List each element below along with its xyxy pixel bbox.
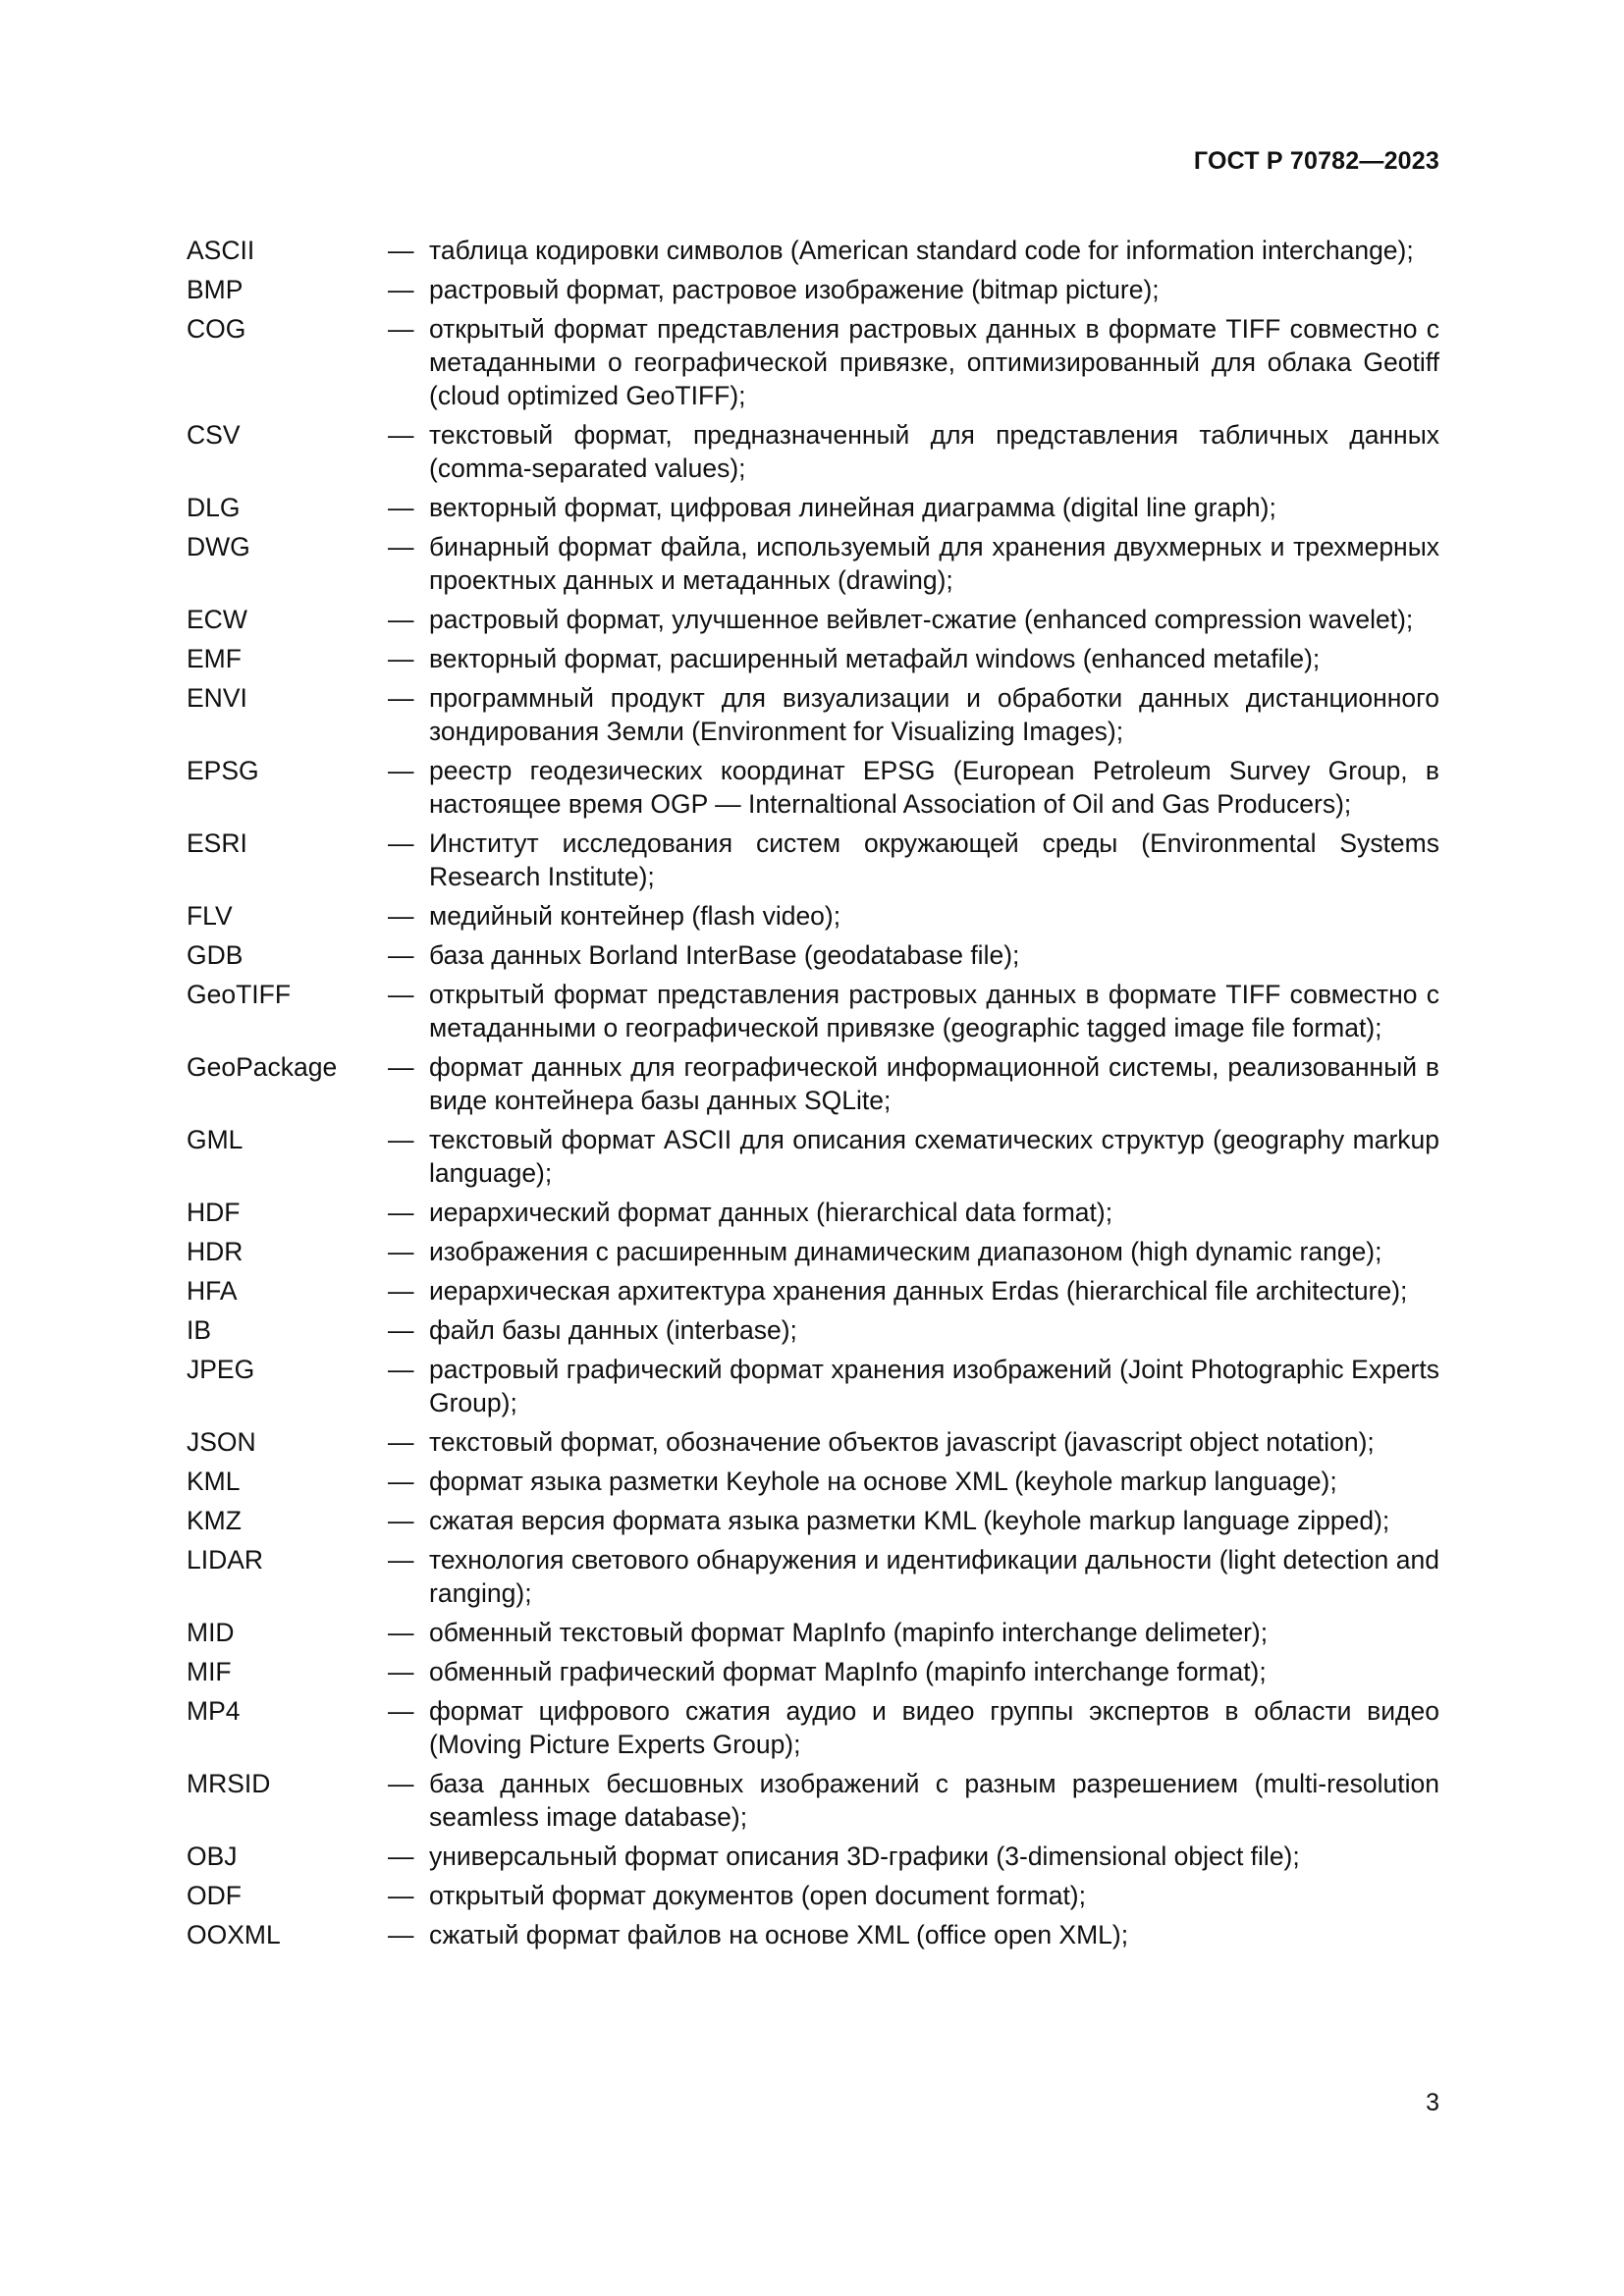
em-dash-separator: — — [388, 1506, 414, 1535]
em-dash-separator: — — [388, 980, 414, 1009]
abbreviation-term: CSV — [187, 420, 241, 450]
abbreviation-definition: медийный контейнер (flash video); — [429, 901, 841, 931]
abbreviation-term: KML — [187, 1467, 241, 1496]
em-dash-separator: — — [388, 493, 414, 522]
abbreviation-definition: сжатая версия формата языка разметки KML (keyhole markup language zipped); — [429, 1506, 1390, 1535]
abbreviation-term: HDF — [187, 1198, 241, 1227]
em-dash-separator: — — [388, 1355, 414, 1384]
abbreviation-entry — [187, 273, 1439, 306]
abbreviation-entry — [187, 978, 1439, 1044]
em-dash-separator: — — [388, 683, 414, 713]
em-dash-separator: — — [388, 236, 414, 265]
abbreviation-entry — [187, 1050, 1439, 1117]
em-dash-separator: — — [388, 275, 414, 304]
abbreviation-entry — [187, 938, 1439, 972]
abbreviation-term: FLV — [187, 901, 233, 931]
abbreviation-entry — [187, 1694, 1439, 1761]
abbreviation-definition: иерархический формат данных (hierarchical data format); — [429, 1198, 1113, 1227]
abbreviation-entry — [187, 1353, 1439, 1419]
em-dash-separator: — — [388, 1427, 414, 1457]
abbreviation-entry — [187, 899, 1439, 933]
abbreviation-definition: иерархическая архитектура хранения данных Erdas (hierarchical file architecture); — [429, 1276, 1408, 1306]
em-dash-separator: — — [388, 1769, 414, 1798]
abbreviation-entry — [187, 418, 1439, 485]
abbreviation-entry — [187, 1425, 1439, 1459]
abbreviation-entry — [187, 681, 1439, 748]
abbreviation-definition: обменный графический формат MapInfo (mapinfo interchange format); — [429, 1657, 1267, 1686]
abbreviation-term: BMP — [187, 275, 244, 304]
abbreviation-term: EPSG — [187, 756, 259, 785]
abbreviation-term: OBJ — [187, 1842, 238, 1871]
abbreviation-definition: Институт исследования систем окружающей среды (Environmental Systems Research Institute); — [429, 828, 1439, 891]
abbreviation-term: LIDAR — [187, 1545, 264, 1575]
em-dash-separator: — — [388, 1315, 414, 1345]
abbreviation-definition: изображения с расширенным динамическим диапазоном (high dynamic range); — [429, 1237, 1382, 1266]
em-dash-separator: — — [388, 1842, 414, 1871]
em-dash-separator: — — [388, 314, 414, 344]
abbreviation-entry — [187, 1767, 1439, 1834]
abbreviation-definition: текстовый формат, предназначенный для представления табличных данных (comma-separated values); — [429, 420, 1439, 483]
abbreviation-entry — [187, 1313, 1439, 1347]
abbreviation-term: JSON — [187, 1427, 256, 1457]
abbreviation-term: GeoPackage — [187, 1052, 338, 1082]
abbreviation-term: ASCII — [187, 236, 255, 265]
em-dash-separator: — — [388, 1881, 414, 1910]
abbreviation-definition: формат данных для географической информационной системы, реализованный в виде контейнера базы данных SQLite; — [429, 1052, 1439, 1115]
abbreviation-entry — [187, 827, 1439, 893]
em-dash-separator: — — [388, 605, 414, 634]
abbreviation-entry — [187, 530, 1439, 597]
em-dash-separator: — — [388, 940, 414, 970]
abbreviation-definition: формат языка разметки Keyhole на основе XML (keyhole markup language); — [429, 1467, 1337, 1496]
em-dash-separator: — — [388, 1657, 414, 1686]
abbreviation-entry — [187, 1879, 1439, 1912]
abbreviation-entry — [187, 1504, 1439, 1537]
abbreviation-term: DLG — [187, 493, 241, 522]
abbreviation-term: ENVI — [187, 683, 247, 713]
em-dash-separator: — — [388, 1198, 414, 1227]
abbreviation-definition: текстовый формат ASCII для описания схематических структур (geography markup language); — [429, 1125, 1439, 1188]
abbreviation-definition: текстовый формат, обозначение объектов javascript (javascript object notation); — [429, 1427, 1375, 1457]
abbreviation-definition: база данных Borland InterBase (geodatabase file); — [429, 940, 1020, 970]
abbreviation-term: ESRI — [187, 828, 247, 858]
em-dash-separator: — — [388, 532, 414, 561]
abbreviation-definition: обменный текстовый формат MapInfo (mapinfo interchange delimeter); — [429, 1618, 1269, 1647]
abbreviation-term: OOXML — [187, 1920, 281, 1949]
em-dash-separator: — — [388, 756, 414, 785]
abbreviation-term: GDB — [187, 940, 244, 970]
page-number: 3 — [1426, 2089, 1439, 2116]
abbreviation-entry — [187, 1123, 1439, 1190]
abbreviation-entry — [187, 603, 1439, 636]
abbreviation-term: EMF — [187, 644, 242, 673]
em-dash-separator: — — [388, 1237, 414, 1266]
abbreviation-term: MRSID — [187, 1769, 271, 1798]
abbreviations-list — [187, 234, 1439, 1957]
abbreviation-entry — [187, 1616, 1439, 1649]
abbreviation-entry — [187, 312, 1439, 412]
abbreviation-definition: файл базы данных (interbase); — [429, 1315, 797, 1345]
abbreviation-entry — [187, 1655, 1439, 1688]
abbreviation-definition: бинарный формат файла, используемый для хранения двухмерных и трехмерных проектных данных и метаданных (drawing); — [429, 532, 1439, 595]
abbreviation-term: DWG — [187, 532, 250, 561]
em-dash-separator: — — [388, 1618, 414, 1647]
abbreviation-term: GeoTIFF — [187, 980, 292, 1009]
abbreviation-term: MID — [187, 1618, 235, 1647]
abbreviation-term: MP4 — [187, 1696, 241, 1726]
abbreviation-definition: растровый формат, растровое изображение (bitmap picture); — [429, 275, 1160, 304]
em-dash-separator: — — [388, 901, 414, 931]
abbreviation-entry — [187, 491, 1439, 524]
document-header: ГОСТ Р 70782—2023 — [1193, 147, 1439, 175]
em-dash-separator: — — [388, 644, 414, 673]
abbreviation-entry — [187, 1840, 1439, 1873]
abbreviation-entry — [187, 642, 1439, 675]
abbreviation-definition: технология светового обнаружения и идентификации дальности (light detection and ranging); — [429, 1545, 1439, 1608]
abbreviation-definition: универсальный формат описания 3D-графики (3-dimensional object file); — [429, 1842, 1300, 1871]
abbreviation-term: ODF — [187, 1881, 242, 1910]
abbreviation-entry — [187, 754, 1439, 821]
abbreviation-entry — [187, 1196, 1439, 1229]
abbreviation-term: GML — [187, 1125, 244, 1154]
abbreviation-definition: открытый формат документов (open document format); — [429, 1881, 1086, 1910]
em-dash-separator: — — [388, 1696, 414, 1726]
abbreviation-definition: открытый формат представления растровых данных в формате TIFF совместно с метаданными о географической привязке (geographic tagged image file format); — [429, 980, 1439, 1042]
abbreviation-entry — [187, 234, 1439, 267]
em-dash-separator: — — [388, 1125, 414, 1154]
em-dash-separator: — — [388, 1276, 414, 1306]
abbreviation-definition: таблица кодировки символов (American standard code for information interchange); — [429, 236, 1414, 265]
abbreviation-definition: реестр геодезических координат EPSG (European Petroleum Survey Group, в настоящее время OGP — Internaltional Association of Oil and Gas Producers); — [429, 756, 1439, 819]
abbreviation-term: IB — [187, 1315, 212, 1345]
abbreviation-term: HFA — [187, 1276, 238, 1306]
abbreviation-term: JPEG — [187, 1355, 255, 1384]
abbreviation-definition: векторный формат, цифровая линейная диаграмма (digital line graph); — [429, 493, 1276, 522]
em-dash-separator: — — [388, 420, 414, 450]
abbreviation-term: COG — [187, 314, 246, 344]
abbreviation-entry — [187, 1465, 1439, 1498]
em-dash-separator: — — [388, 1467, 414, 1496]
abbreviation-term: MIF — [187, 1657, 232, 1686]
abbreviation-entry — [187, 1543, 1439, 1610]
abbreviation-entry — [187, 1274, 1439, 1308]
abbreviation-term: HDR — [187, 1237, 244, 1266]
abbreviation-definition: открытый формат представления растровых данных в формате TIFF совместно с метаданными о географической привязке, оптимизированный для облака Geotiff (cloud optimized GeoTIFF); — [429, 314, 1439, 410]
abbreviation-entry — [187, 1235, 1439, 1268]
abbreviation-definition: растровый формат, улучшенное вейвлет-сжатие (enhanced compression wavelet); — [429, 605, 1414, 634]
em-dash-separator: — — [388, 1052, 414, 1082]
abbreviation-definition: программный продукт для визуализации и обработки данных дистанционного зондирования Земли (Environment for Visualizing Images); — [429, 683, 1439, 746]
em-dash-separator: — — [388, 1920, 414, 1949]
abbreviation-definition: векторный формат, расширенный метафайл windows (enhanced metafile); — [429, 644, 1321, 673]
abbreviation-term: KMZ — [187, 1506, 242, 1535]
abbreviation-definition: база данных бесшовных изображений с разным разрешением (multi-resolution seamless image database); — [429, 1769, 1439, 1832]
em-dash-separator: — — [388, 828, 414, 858]
abbreviation-entry — [187, 1918, 1439, 1951]
abbreviation-definition: формат цифрового сжатия аудио и видео группы экспертов в области видео (Moving Picture Experts Group); — [429, 1696, 1439, 1759]
em-dash-separator: — — [388, 1545, 414, 1575]
abbreviation-term: ECW — [187, 605, 247, 634]
abbreviation-definition: растровый графический формат хранения изображений (Joint Photographic Experts Group); — [429, 1355, 1439, 1417]
abbreviation-definition: сжатый формат файлов на основе XML (office open XML); — [429, 1920, 1129, 1949]
